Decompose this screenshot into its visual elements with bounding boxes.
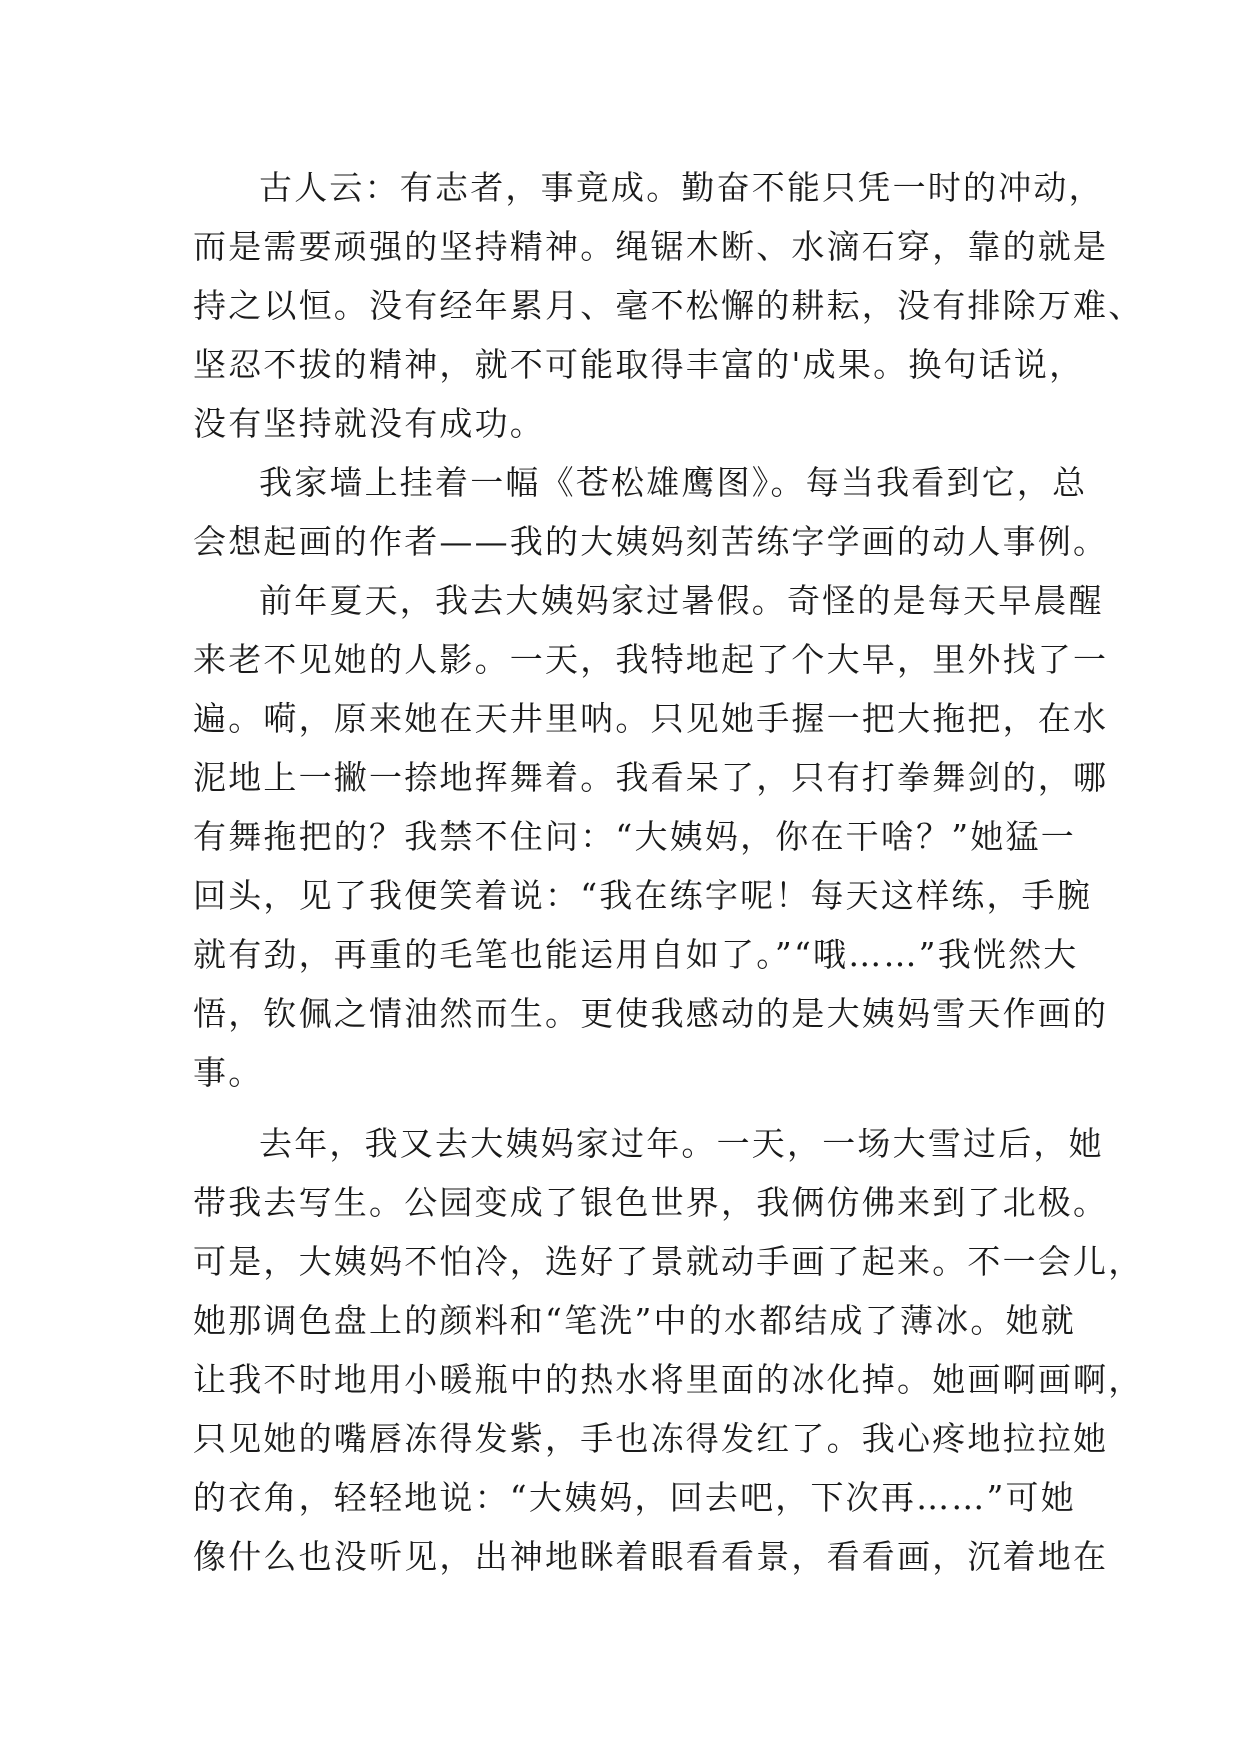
text-line: 前年夏天，我去大姨妈家过暑假。奇怪的是每天早晨醒: [259, 581, 1104, 620]
paragraph-spacer: [193, 1102, 1053, 1114]
text-line: 让我不时地用小暖瓶中的热水将里面的冰化掉。她画啊画啊，: [193, 1360, 1144, 1399]
text-line: 像什么也没听见，出神地眯着眼看看景，看看画，沉着地在: [193, 1537, 1109, 1576]
text-line: 来老不见她的人影。一天，我特地起了个大早，里外找了一: [193, 640, 1109, 679]
paragraph-1: [193, 158, 1144, 453]
text-line: 事。: [193, 1053, 264, 1092]
text-line: 去年，我又去大姨妈家过年。一天，一场大雪过后，她: [259, 1124, 1104, 1163]
text-line: 而是需要顽强的坚持精神。绳锯木断、水滴石穿，靠的就是: [193, 227, 1109, 266]
paragraph-3: [193, 571, 1109, 1102]
text-line: 可是，大姨妈不怕冷，选好了景就动手画了起来。不一会儿，: [193, 1242, 1144, 1281]
paragraph-4: [193, 1114, 1144, 1586]
text-line: 悟，钦佩之情油然而生。更使我感动的是大姨妈雪天作画的: [193, 994, 1109, 1033]
paragraph-2: [193, 453, 1109, 571]
text-line: 就有劲，再重的毛笔也能运用自如了。”“哦……”我恍然大: [193, 935, 1079, 974]
text-line: 带我去写生。公园变成了银色世界，我俩仿佛来到了北极。: [193, 1183, 1109, 1222]
text-line: 持之以恒。没有经年累月、毫不松懈的耕耘，没有排除万难、: [193, 286, 1144, 325]
text-line: 她那调色盘上的颜料和“笔洗”中的水都结成了薄冰。她就: [193, 1301, 1076, 1340]
text-line: 有舞拖把的？我禁不住问：“大姨妈，你在干啥？”她猛一: [193, 817, 1076, 856]
text-line: 回头，见了我便笑着说：“我在练字呢！每天这样练，手腕: [193, 876, 1093, 915]
text-line: 会想起画的作者——我的大姨妈刻苦练字学画的动人事例。: [193, 522, 1109, 561]
text-line: 我家墙上挂着一幅《苍松雄鹰图》。每当我看到它，总: [259, 463, 1088, 502]
text-line: 古人云：有志者，事竟成。勤奋不能只凭一时的冲动，: [259, 168, 1104, 207]
text-line: 坚忍不拔的精神，就不可能取得丰富的'成果。换句话说，: [193, 345, 1085, 384]
text-line: 的衣角，轻轻地说：“大姨妈，回去吧，下次再……”可她: [193, 1478, 1076, 1517]
essay-body: [193, 158, 1144, 1586]
text-line: 泥地上一撇一捺地挥舞着。我看呆了，只有打拳舞剑的，哪: [193, 758, 1109, 797]
text-line: 遍。嗬，原来她在天井里呐。只见她手握一把大拖把，在水: [193, 699, 1109, 738]
text-line: 没有坚持就没有成功。: [193, 404, 545, 443]
text-line: 只见她的嘴唇冻得发紫，手也冻得发红了。我心疼地拉拉她: [193, 1419, 1109, 1458]
